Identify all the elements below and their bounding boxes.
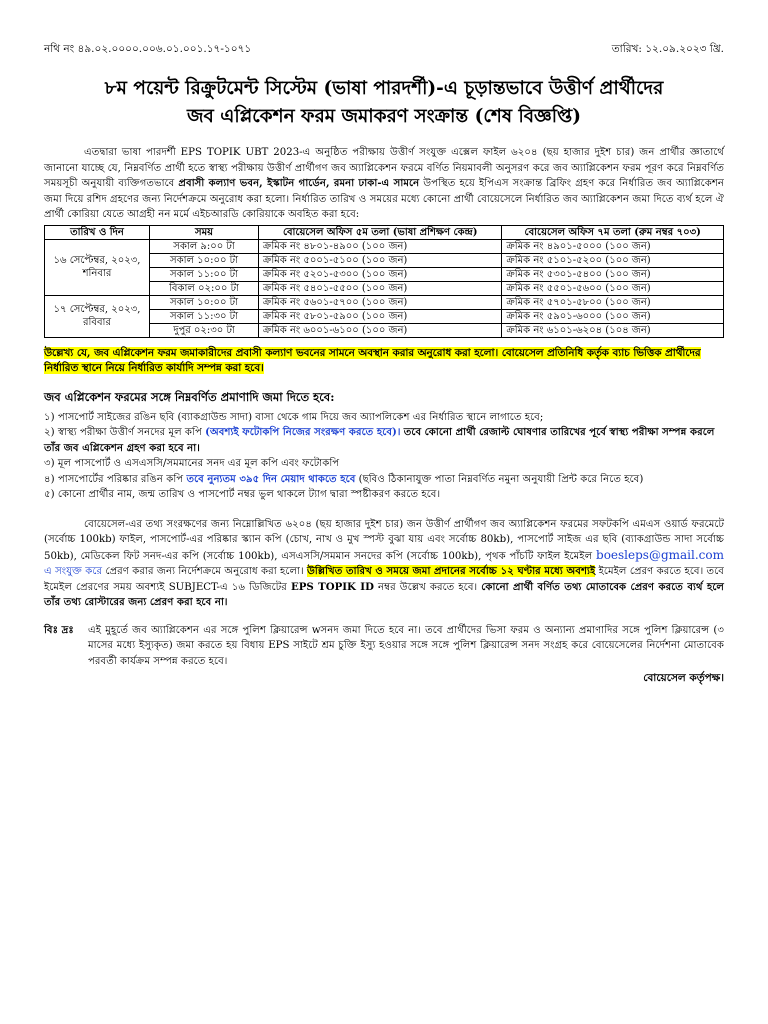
- highlighted-notice: [44, 346, 724, 377]
- intro-text-end: উপস্থিত হয়ে ইপিএস সংক্রান্ত ব্রিফিং গ্রহণ করে নির্ধারিত জব অ্যাপ্লিকেশন জমা দিয়ে রশিদ গ্রহণের জন্য নির্দেশক্রমে অনুরোধ করা হলো। নির্ধারিত তারিখ ও সময়ের মধ্যে কোনো প্রার্থী বোয়েসেলে নির্ধারিত জব অ্যাপ্লিকেশন জমা দিতে ব্যর্থ হলে ঐ প্রার্থী কোরিয়া যেতে আগ্রহী নন মর্মে এইচআরডি কোরিয়াকে অবহিত করা হবে:: [44, 178, 724, 220]
- email-text-blue: এ সংযুক্ত করে: [44, 566, 103, 577]
- intro-text: এতদ্বারা ভাষা পারদর্শী EPS TOPIK UBT 2023-এ অনুষ্ঠিত পরীক্ষায় উত্তীর্ণ সংযুক্ত এক্সেল ফাইল ৬২০৪ (ছয় হাজার দুইশ চার) জন প্রার্থীর জ্ঞাতার্থে জানানো যাচ্ছে যে, নিম্নবর্ণিত প্রার্থী হতে স্বাস্থ্য পরীক্ষায় উত্তীর্ণ প্রার্থীগণ জব অ্যাপ্লিকেশন ফরমে বর্ণিত নিয়মাবলী অনুসরণ করে জব অ্যাপ্লিকেশন ফরম পূরণ করে নিম্নবর্ণিত সময়সূচী অনুযায়ী ব্যক্তিগতভাবে: [44, 147, 724, 189]
- time-cell: দুপুর ০২:৩০ টা: [150, 323, 259, 337]
- signature: বোয়েসেল কর্তৃপক্ষ।: [643, 672, 724, 684]
- col-office-7th-floor: বোয়েসেল অফিস ৭ম তলা (রুম নম্বর ৭০৩): [502, 225, 724, 239]
- list-item-text: ৪) পাসপোর্টের পরিষ্কার রঙিন কপি: [44, 473, 184, 485]
- email-address-link[interactable]: boesleps@gmail.com: [596, 547, 724, 562]
- serial-cell: ক্রমিক নং ৫৭০১-৫৮০০ (১০০ জন): [502, 295, 724, 309]
- serial-cell: ক্রমিক নং ৫০০১-৫১০০ (১০০ জন): [259, 253, 502, 267]
- schedule-header-row: [45, 225, 724, 239]
- ps-text: এই মুহূর্তে জব অ্যাপ্লিকেশন এর সঙ্গে পুলিশ ক্লিয়ারেন্স wসনদ জমা দিতে হবে না। তবে প্রার্থীদের ভিসা ফরম ও অন্যান্য প্রমাণাদির সঙ্গে পুলিশ ক্লিয়ারেন্স (৩ মাসের মধ্যে ইস্যুকৃত) জমা করতে হয় বিধায় EPS সাইটে শ্রম চুক্তি ইস্যু হওয়ার সঙ্গে সঙ্গে পুলিশ ক্লিয়ারেন্স সনদ সংগ্রহ করে বোয়েসেলের নির্দেশনা মোতাবেক পরবর্তী কার্যক্রম সম্পন্ন করতে হবে।: [88, 624, 724, 667]
- document-header: [44, 42, 724, 59]
- serial-cell: ক্রমিক নং ৫২০১-৫৩০০ (১০০ জন): [259, 267, 502, 281]
- date-cell: ১৭ সেপ্টেম্বর, ২০২৩, রবিবার: [45, 295, 150, 337]
- serial-cell: ক্রমিক নং ৫৫০১-৫৬০০ (১০০ জন): [502, 281, 724, 295]
- list-item-emphasis: (অবশ্যই ফটোকপি নিজের সংরক্ষণ করতে হবে)।: [205, 426, 401, 438]
- list-item: ১) পাসপোর্ট সাইজের রঙিন ছবি (ব্যাকগ্রাউন্ড সাদা) বাসা থেকে গাম দিয়ে জব অ্যাপলিকেশ এর নির্ধারিত স্থানে লাগাতে হবে;: [44, 411, 544, 423]
- time-cell: সকাল ৯:০০ টা: [150, 239, 259, 253]
- required-docs-heading: জব এপ্লিকেশন ফরমের সঙ্গে নিম্নবর্ণিত প্রমাণাদি জমা দিতে হবে:: [44, 389, 335, 404]
- title-line-1: ৮ম পয়েন্ট রিক্রুটমেন্ট সিস্টেম (ভাষা পারদর্শী)-এ চূড়ান্তভাবে উত্তীর্ণ প্রার্থীদের: [104, 78, 664, 99]
- serial-cell: ক্রমিক নং ৫৬০১-৫৭০০ (১০০ জন): [259, 295, 502, 309]
- serial-cell: ক্রমিক নং ৫৪০১-৫৫০০ (১০০ জন): [259, 281, 502, 295]
- list-item-emphasis: তবে নুন্যতম ৩৯৫ দিন মেয়াদ থাকতে হবে: [186, 472, 356, 485]
- email-text: ইমেইল প্রেরণ করতে হবে। তবে ইমেইল প্রেরণের সময় অবশ্যই SUBJECT-এ ১৬ ডিজিটের: [44, 566, 724, 593]
- serial-cell: ক্রমিক নং ৫৩০১-৫৪০০ (১০০ জন): [502, 267, 724, 281]
- serial-cell: ক্রমিক নং ৫১০১-৫২০০ (১০০ জন): [502, 253, 724, 267]
- intro-venue: প্রবাসী কল্যাণ ভবন, ইস্কাটন গার্ডেন, রমনা ঢাকা-এ সামনে: [178, 177, 420, 189]
- email-text: প্রেরণ করার জন্য নির্দেশক্রমে অনুরোধ করা হলো।: [105, 566, 304, 577]
- time-cell: সকাল ১০:০০ টা: [150, 253, 259, 267]
- date-cell: ১৬ সেপ্টেম্বর, ২০২৩, শনিবার: [45, 239, 150, 295]
- table-row: [45, 239, 724, 253]
- email-warning: কোনো প্রার্থী বর্ণিত তথ্য মোতাবেক প্রেরণ করতে ব্যর্থ হলে তাঁর তথ্য রোস্টারের জন্য প্রেরণ করা হবে না।: [44, 580, 724, 608]
- eps-topik-id-label: EPS TOPIK ID: [290, 580, 374, 593]
- list-item: ৫) কোনো প্রার্থীর নাম, জন্ম তারিখ ও পাসপোর্ট নম্বর ভুল থাকলে ট্যাগ দ্বারা স্পষ্টীকরণ করতে হবে।: [44, 489, 441, 500]
- col-office-5th-floor: বোয়েসেল অফিস ৫ম তলা (ভাষা প্রশিক্ষণ কেন্দ্র): [259, 225, 502, 239]
- post-script: [44, 623, 724, 670]
- time-cell: বিকাল ০২:০০ টা: [150, 281, 259, 295]
- col-time: সময়: [150, 225, 259, 239]
- intro-paragraph: [44, 145, 724, 223]
- list-item-bold: তবে কোনো প্রার্থী রেজাল্ট ঘোষণার তারিখের পূর্বে স্বাস্থ্য পরীক্ষা সম্পন্ন করলে তাঁর জব এপ্লিকেশন গ্রহণ করা হবে না।: [44, 426, 715, 454]
- document-date: তারিখ: ১২.০৯.২০২৩ খ্রি.: [611, 43, 724, 55]
- serial-cell: ক্রমিক নং ৪৮০১-৪৯০০ (১০০ জন): [259, 239, 502, 253]
- serial-cell: ক্রমিক নং ৫৯০১-৬০০০ (১০০ জন): [502, 309, 724, 323]
- col-date: তারিখ ও দিন: [45, 225, 150, 239]
- table-row: [45, 295, 724, 309]
- serial-cell: ক্রমিক নং ৬১০১-৬২০৪ (১০৪ জন): [502, 323, 724, 337]
- memo-number: নথি নং ৪৯.০২.০০০০.০০৬.০১.০০১.১৭-১০৭১: [44, 43, 252, 55]
- serial-cell: ক্রমিক নং ৬০০১-৬১০০ (১০০ জন): [259, 323, 502, 337]
- ps-label: বিঃ দ্রঃ: [44, 623, 74, 636]
- schedule-table: [44, 225, 724, 338]
- list-item: [44, 472, 724, 488]
- required-docs-list: [44, 410, 724, 503]
- email-text: বোয়েসেল-এর তথ্য সংরক্ষণের জন্য নিম্নোল্লিখিত ৬২০৪ (ছয় হাজার দুইশ চার) জন উত্তীর্ণ প্রার্থীগণ জব অ্যাপ্লিকেশন ফরমের সফটকপি এমএস ওয়ার্ড ফরমেটে (সর্বোচ্চ 100kb) ফাইল, পাসপোর্ট-এর পরিষ্কার স্ক্যান কপি (চোখ, নাখ ও মুখ স্পস্ট বুঝা যায় এবং সর্বোচ্চ 80kb), পাসপোর্ট সাইজ এর ছবি (ব্যাকগ্রাউন্ড সাদা সর্বোচ্চ 50kb), মেডিকেল ফিট সনদ-এর কপি (সর্বোচ্চ 100kb), এসএসসি/সমমান সনদের কপি (সর্বোচ্চ 100kb), পৃথক পাঁচটি ফাইল ইমেইল: [44, 518, 724, 562]
- list-item: [44, 425, 724, 456]
- document-title: [44, 75, 724, 131]
- time-cell: সকাল ১০:০০ টা: [150, 295, 259, 309]
- time-cell: সকাল ১১:০০ টা: [150, 267, 259, 281]
- list-item-text: (ছবিও ঠিকানাযুক্ত পাতা নিম্নবর্ণিত নমুনা অনুযায়ী প্রিন্ট করে নিতে হবে): [358, 473, 644, 485]
- email-text: নম্বর উল্লেখ করতে হবে।: [378, 581, 478, 593]
- serial-cell: ক্রমিক নং ৪৯০১-৫০০০ (১০০ জন): [502, 239, 724, 253]
- list-item-text: ২) স্বাস্থ্য পরীক্ষা উত্তীর্ণ সনদের মূল কপি: [44, 427, 202, 438]
- email-deadline-highlight: উল্লিখিত তারিখ ও সময়ে জমা প্রদানের সর্বোচ্চ ১২ ঘণ্টার মধ্যে অবশ্যই: [307, 565, 596, 577]
- notice-text: উল্লেখ্য যে, জব এপ্লিকেশন ফরম জমাকারীদের প্রবাসী কল্যাণ ভবনের সামনে অবস্থান করার অনুরোধ করা হলো। বোয়েসেল প্রতিনিধি কর্তৃক ব্যাচ ভিত্তিক প্রার্থীদের নির্ধারিত স্থানে নিয়ে নির্ধারিত কার্যাদি সম্পন্ন করা হবে।: [44, 346, 701, 374]
- email-instructions: [44, 517, 724, 611]
- list-item: ৩) মূল পাসপোর্ট ও এসএসসি/সমমানের সনদ এর মূল কপি এবং ফটোকপি: [44, 458, 340, 469]
- serial-cell: ক্রমিক নং ৫৮০১-৫৯০০ (১০০ জন): [259, 309, 502, 323]
- time-cell: সকাল ১১:৩০ টা: [150, 309, 259, 323]
- title-line-2: জব এপ্লিকেশন ফরম জমাকরণ সংক্রান্ত (শেষ বিজ্ঞপ্তি): [186, 106, 582, 127]
